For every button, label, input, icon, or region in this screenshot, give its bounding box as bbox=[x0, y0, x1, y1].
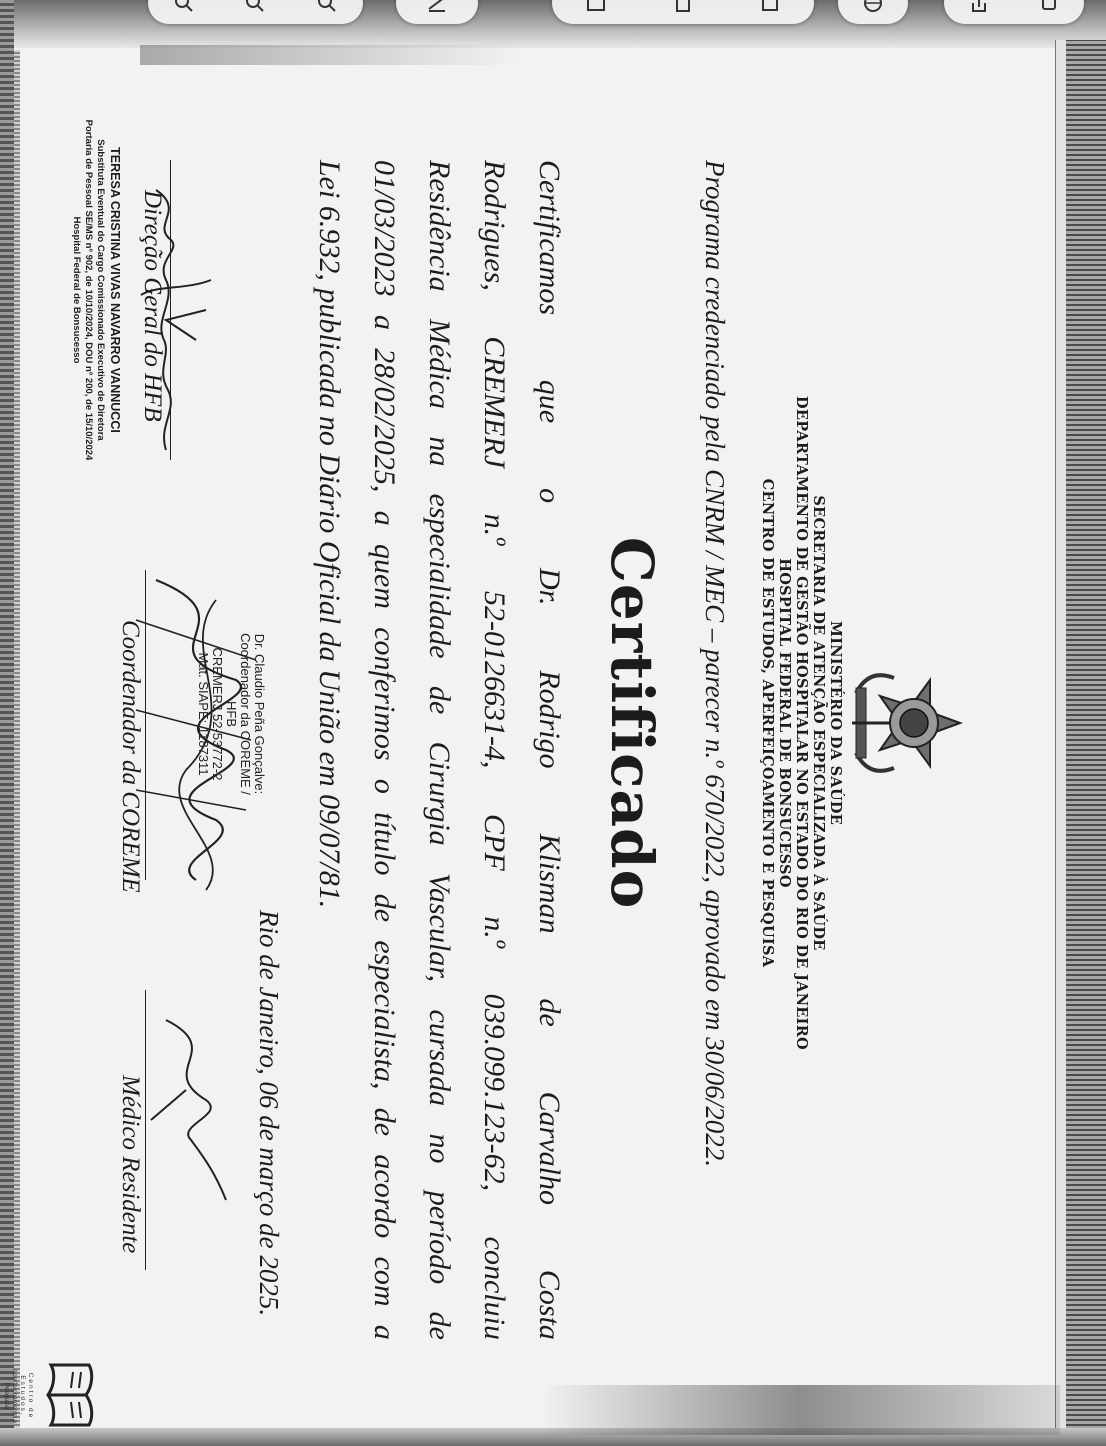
coordinator-signature-line bbox=[145, 570, 146, 880]
body-word: especialista, bbox=[368, 940, 401, 1090]
stamp-line: Coordenador da COREME / HFB bbox=[224, 633, 253, 795]
markup-toolbar bbox=[396, 0, 478, 24]
pen-icon[interactable] bbox=[424, 0, 450, 16]
share-toolbar bbox=[838, 0, 908, 24]
coordinator-stamp bbox=[196, 624, 266, 804]
body-word: Certificamos bbox=[533, 160, 566, 315]
body-word: Rodrigues, bbox=[478, 160, 511, 291]
body-word: no bbox=[423, 1133, 456, 1164]
open-book-logo-icon bbox=[41, 1360, 101, 1430]
header-department: DEPARTAMENTO DE GESTÃO HOSPITALAR NO ESTADO DO RIO DE JANEIRO bbox=[793, 396, 810, 1050]
body-word: de bbox=[423, 685, 456, 715]
body-word: o bbox=[368, 778, 401, 794]
globe-icon[interactable] bbox=[860, 0, 886, 16]
body-word: Residência bbox=[423, 160, 456, 292]
body-word: a bbox=[368, 510, 401, 526]
brazil-coat-of-arms-icon bbox=[844, 648, 964, 798]
zoom-toolbar bbox=[148, 0, 363, 24]
body-word: Klisman bbox=[533, 833, 566, 934]
body-word: Carvalho bbox=[533, 1091, 566, 1206]
stamp-line: Dr. Claudio Peña Gonçalve: bbox=[252, 633, 267, 795]
body-line-4 bbox=[367, 160, 401, 1340]
body-line-3 bbox=[422, 160, 456, 1340]
body-word: período bbox=[423, 1190, 456, 1285]
body-word: de bbox=[368, 1107, 401, 1137]
rotate-icon[interactable] bbox=[757, 0, 783, 16]
body-word: cursada bbox=[423, 1009, 456, 1107]
body-line-5 bbox=[312, 160, 346, 1340]
coordinator-label: Coordenador da COREME bbox=[117, 620, 144, 893]
direction-hospital: Hospital Federal de Bonsucesso bbox=[71, 216, 82, 364]
direction-name: TERESA CRISTINA VIVAS NAVARRO VANNUCCI bbox=[108, 147, 122, 433]
body-word: o bbox=[533, 488, 566, 504]
body-word: n.º bbox=[478, 513, 511, 546]
stamp-line: CREMERJ 52-53772-2 bbox=[210, 647, 225, 781]
body-word: 039.099.123-62, bbox=[478, 993, 511, 1192]
body-word: com bbox=[368, 1256, 401, 1307]
resident-signature-line bbox=[145, 990, 146, 1270]
window-toolbar bbox=[944, 0, 1084, 24]
header-hospital: HOSPITAL FEDERAL DE BONSUCESSO bbox=[776, 558, 793, 888]
body-word: CPF bbox=[478, 814, 511, 871]
direction-role: Substituta Eventual do Cargo Comissionado Executivo de Diretora bbox=[95, 139, 106, 441]
direction-decree: Portaria de Pessoal SE/MS nº 902, de 10/10/2024, DOU nº 200, de 15/10/2024 bbox=[83, 119, 94, 461]
body-word: 28/02/2025, bbox=[368, 348, 401, 493]
certificate-title: Certificado bbox=[598, 536, 666, 910]
body-word: Costa bbox=[533, 1269, 566, 1340]
footer-line: Centro de Estudos, bbox=[19, 1372, 34, 1420]
direction-label: Direção Geral do HFB bbox=[139, 190, 166, 422]
edit-toolbar bbox=[552, 0, 814, 24]
body-word: Vascular, bbox=[423, 872, 456, 983]
footer-center-name bbox=[2, 1356, 34, 1436]
resident-label: Médico Residente bbox=[117, 1075, 144, 1254]
share-icon[interactable] bbox=[966, 0, 992, 16]
body-word: Médica bbox=[423, 318, 456, 409]
body-word: CREMERJ bbox=[478, 336, 511, 469]
body-word: de bbox=[368, 893, 401, 923]
direction-signature-line bbox=[170, 160, 171, 460]
body-line-2 bbox=[477, 160, 511, 1340]
zoom-fit-icon[interactable] bbox=[314, 0, 340, 16]
header-secretariat: SECRETARIA DE ATENÇÃO ESPECIALIZADA À SAÚDE bbox=[810, 495, 827, 951]
body-word: acordo bbox=[368, 1154, 401, 1239]
zoom-out-icon[interactable] bbox=[171, 0, 197, 16]
page-icon[interactable] bbox=[670, 0, 696, 16]
body-word: Dr. bbox=[533, 567, 566, 606]
body-word: especialidade bbox=[423, 493, 456, 659]
body-word: título bbox=[368, 812, 401, 876]
zoom-in-icon[interactable] bbox=[242, 0, 268, 16]
body-word: 01/03/2023 bbox=[368, 160, 401, 297]
body-word: a bbox=[368, 314, 401, 330]
body-word: Rodrigo bbox=[533, 670, 566, 769]
body-word: a bbox=[368, 1324, 401, 1340]
body-word: 52-0126631-4, bbox=[478, 590, 511, 769]
body-word: Cirurgia bbox=[423, 741, 456, 846]
footer-line: Aperfeiçoamento e Pesquisa bbox=[3, 1368, 18, 1424]
copy-icon[interactable] bbox=[1036, 0, 1062, 16]
resident-signature-icon bbox=[146, 1000, 246, 1240]
body-text: Lei 6.932, publicada no Diário Oficial da União em 09/07/81. bbox=[313, 160, 346, 909]
header-center: CENTRO DE ESTUDOS, APERFEIÇOAMENTO E PESQUISA bbox=[759, 478, 776, 968]
body-word: de bbox=[423, 1311, 456, 1340]
program-accreditation: Programa credenciado pela CNRM / MEC – parecer n.º 670/2022, aprovado em 30/06/2022. bbox=[700, 160, 730, 1167]
body-word: conferimos bbox=[368, 627, 401, 761]
body-word: quem bbox=[368, 543, 401, 609]
place-and-date: Rio de Janeiro, 06 de março de 2025. bbox=[254, 910, 284, 1317]
body-word: concluiu bbox=[478, 1236, 511, 1340]
body-line-1 bbox=[532, 160, 566, 1340]
header-ministry: MINISTÉRIO DA SAÚDE bbox=[827, 620, 844, 826]
body-word: na bbox=[423, 436, 456, 467]
body-word: de bbox=[533, 998, 566, 1027]
stamp-line: Mat. SIAPE: 1187311 bbox=[196, 652, 211, 776]
body-word: que bbox=[533, 379, 566, 424]
body-word: n.º bbox=[478, 916, 511, 949]
crop-icon[interactable] bbox=[583, 0, 609, 16]
